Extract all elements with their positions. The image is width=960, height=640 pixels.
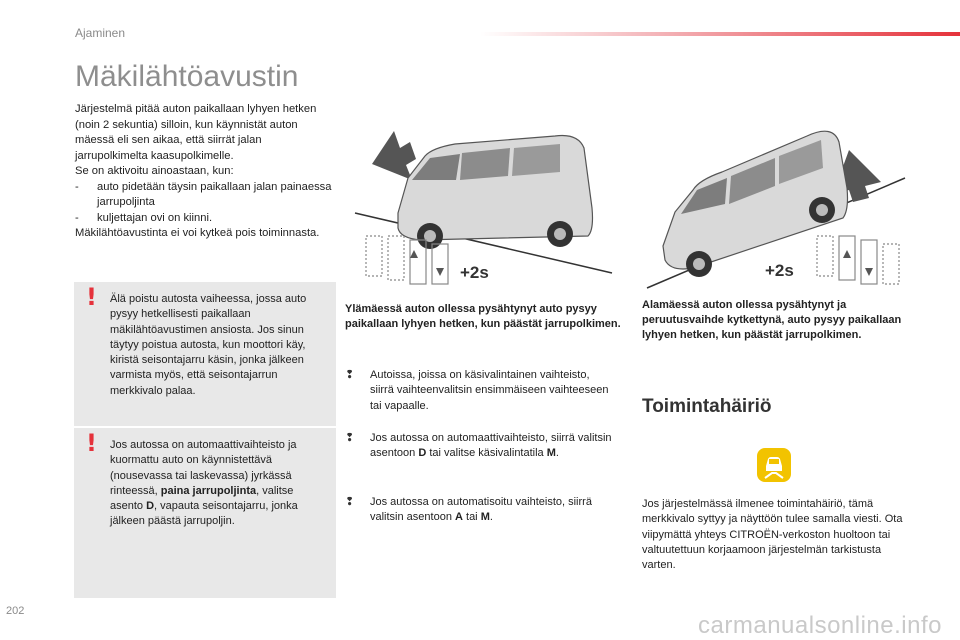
downhill-illustration — [637, 118, 909, 292]
condition-item: - kuljettajan ovi on kiinni. — [75, 211, 213, 224]
intro-paragraph: Järjestelmä pitää auton paikallaan lyhyen hetken (noin 2 sekuntia) silloin, kun käynnistät auton mäessä eli sen aikaa, että siirrät jalan jarrupolkimelta kaasupolkimelle. — [75, 103, 317, 162]
warning-box — [74, 428, 336, 598]
instruction-item: ❢ Jos autossa on automaattivaihteisto, siirrä valitsin asentoon D tai valitse käsivalintatila M. — [345, 431, 615, 462]
van-downhill — [663, 131, 848, 277]
condition-item: - auto pidetään täysin paikallaan jalan painaessa jarrupoljinta — [75, 180, 332, 208]
instruction-item: ❢ Autoissa, joissa on käsivalintainen vaihteisto, siirrä vaihteenvalitsin ensimmäiseen vaihteeseen tai vapaalle. — [345, 368, 615, 414]
page-title: Mäkilähtöavustin — [75, 60, 299, 93]
warning-icon: ! — [86, 283, 97, 311]
intro-condition-lead: Se on aktivoitu ainoastaan, kun: — [75, 165, 234, 177]
fault-section-title: Toimintahäiriö — [642, 396, 772, 417]
intro-text — [75, 102, 333, 242]
downhill-caption: Alamäessä auton ollessa pysähtynyt ja peruutusvaihde kytkettynä, auto pysyy paikallaan lyhyen hetken, kun päästät jarrupolkimen. — [642, 299, 902, 342]
timer-badge: +2s — [765, 261, 794, 280]
intro-note: Mäkilähtöavustinta ei voi kytkeä pois toiminnasta. — [75, 227, 320, 239]
uphill-arrows — [372, 131, 416, 180]
warning-text: Jos autossa on automaattivaihteisto ja kuormattu auto on käynnistettävä (nousevassa tai laskevassa) jyrkässä rinteessä, paina jarrupoljinta, valitse asento D, vapauta seisontajarru, jonka jälkeen päästä jarrupoljin. — [110, 439, 298, 528]
fault-description: Jos järjestelmässä ilmenee toimintahäiriö, tämä merkkivalo syttyy ja näyttöön tulee samalla viesti. Ota viipymättä yhteys CITROËN-verkoston huoltoon tai valtuutettuun korjaamoon järjestelmän tarkistusta varten. — [642, 498, 903, 572]
warning-box — [74, 282, 336, 426]
instruction-item: ❢ Jos autossa on automatisoitu vaihteisto, siirrä valitsin asentoon A tai M. — [345, 495, 615, 526]
warning-icon: ! — [86, 429, 97, 457]
van-uphill — [398, 136, 593, 250]
watermark: carmanualsonline.info — [698, 612, 942, 639]
header-rule — [480, 32, 960, 36]
bullet-marker: ❢ — [345, 432, 355, 444]
timer-badge: +2s — [460, 263, 489, 282]
warning-text: Älä poistu autosta vaiheessa, jossa auto pysyy hetkellisesti paikallaan mäkilähtöavustimen ansiosta. Jos sinun täytyy poistua autosta, kun moottori käy, kiristä seisontajarru käsin, jonka jälkeen varmista myös, että seisontajarrun merkkivalo palaa. — [110, 293, 307, 397]
pedals — [817, 236, 899, 284]
bullet-marker: ❢ — [345, 496, 355, 508]
page-number: 202 — [6, 605, 25, 617]
hill-start-fault-warning-icon — [757, 448, 791, 482]
uphill-illustration — [350, 118, 622, 292]
bullet-marker: ❢ — [345, 369, 355, 381]
section-label: Ajaminen — [75, 26, 126, 40]
uphill-caption: Ylämäessä auton ollessa pysähtynyt auto pysyy paikallaan lyhyen hetken, kun päästät jarrupolkimen. — [345, 303, 621, 331]
